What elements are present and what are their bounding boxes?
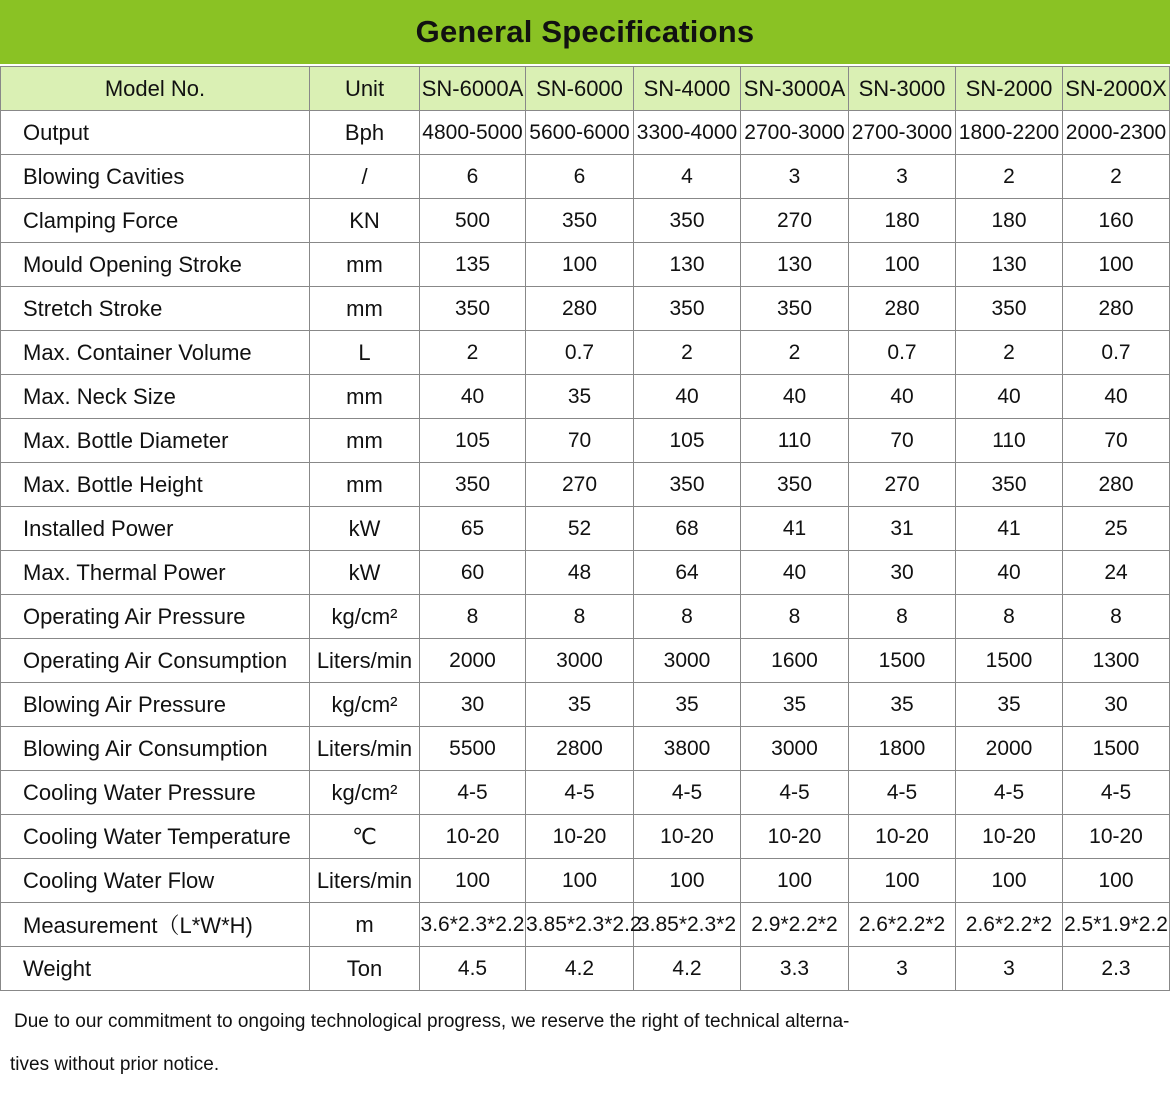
table-cell: 2 [1063, 155, 1170, 199]
table-cell: 35 [849, 683, 956, 727]
table-cell: 25 [1063, 507, 1170, 551]
row-unit: / [310, 155, 420, 199]
table-cell: 40 [849, 375, 956, 419]
row-unit: kg/cm² [310, 771, 420, 815]
table-cell: 2 [741, 331, 849, 375]
row-label: Max. Bottle Diameter [1, 419, 310, 463]
table-cell: 100 [1063, 859, 1170, 903]
table-row [1, 507, 1170, 551]
table-cell: 8 [849, 595, 956, 639]
table-cell: 30 [420, 683, 526, 727]
table-cell: 350 [420, 287, 526, 331]
table-cell: 30 [849, 551, 956, 595]
header-model: SN-2000X [1063, 67, 1170, 111]
table-cell: 350 [420, 463, 526, 507]
table-cell: 41 [956, 507, 1063, 551]
table-cell: 40 [741, 551, 849, 595]
table-row [1, 463, 1170, 507]
table-cell: 8 [956, 595, 1063, 639]
table-cell: 105 [634, 419, 741, 463]
table-cell: 1600 [741, 639, 849, 683]
table-cell: 3.6*2.3*2.2 [420, 903, 526, 947]
table-cell: 5500 [420, 727, 526, 771]
row-label: Weight [1, 947, 310, 991]
table-cell: 4800-5000 [420, 111, 526, 155]
table-row [1, 815, 1170, 859]
row-label: Max. Container Volume [1, 331, 310, 375]
table-cell: 350 [634, 199, 741, 243]
table-cell: 1800-2200 [956, 111, 1063, 155]
row-unit: m [310, 903, 420, 947]
table-cell: 35 [956, 683, 1063, 727]
table-row [1, 551, 1170, 595]
table-cell: 31 [849, 507, 956, 551]
row-label: Blowing Cavities [1, 155, 310, 199]
table-cell: 110 [741, 419, 849, 463]
table-cell: 100 [849, 859, 956, 903]
spec-table-body [1, 111, 1170, 991]
table-cell: 4-5 [420, 771, 526, 815]
table-cell: 35 [741, 683, 849, 727]
header-model: SN-6000A [420, 67, 526, 111]
table-cell: 1300 [1063, 639, 1170, 683]
table-cell: 4.2 [526, 947, 634, 991]
table-cell: 0.7 [1063, 331, 1170, 375]
table-cell: 2700-3000 [741, 111, 849, 155]
table-cell: 2800 [526, 727, 634, 771]
table-cell: 35 [526, 683, 634, 727]
table-cell: 2 [420, 331, 526, 375]
table-cell: 3000 [526, 639, 634, 683]
header-model: SN-3000A [741, 67, 849, 111]
table-cell: 350 [634, 287, 741, 331]
row-unit: Liters/min [310, 639, 420, 683]
row-unit: Liters/min [310, 859, 420, 903]
row-unit: mm [310, 375, 420, 419]
table-cell: 52 [526, 507, 634, 551]
table-cell: 350 [741, 463, 849, 507]
table-cell: 3 [849, 947, 956, 991]
table-cell: 10-20 [420, 815, 526, 859]
row-label: Installed Power [1, 507, 310, 551]
row-unit: L [310, 331, 420, 375]
table-cell: 4-5 [849, 771, 956, 815]
row-label: Cooling Water Temperature [1, 815, 310, 859]
table-cell: 270 [741, 199, 849, 243]
table-cell: 100 [849, 243, 956, 287]
table-cell: 350 [526, 199, 634, 243]
table-cell: 70 [526, 419, 634, 463]
row-label: Cooling Water Flow [1, 859, 310, 903]
table-cell: 2.6*2.2*2 [849, 903, 956, 947]
table-cell: 8 [526, 595, 634, 639]
row-label: Clamping Force [1, 199, 310, 243]
table-cell: 5600-6000 [526, 111, 634, 155]
table-cell: 40 [741, 375, 849, 419]
row-label: Stretch Stroke [1, 287, 310, 331]
table-cell: 3 [956, 947, 1063, 991]
row-unit: Liters/min [310, 727, 420, 771]
footer-note-line-1: Due to our commitment to ongoing technological progress, we reserve the right of technical alterna- [14, 1011, 850, 1032]
table-cell: 2 [634, 331, 741, 375]
table-cell: 41 [741, 507, 849, 551]
table-cell: 10-20 [741, 815, 849, 859]
table-cell: 3.85*2.3*2.2 [526, 903, 634, 947]
row-unit: mm [310, 287, 420, 331]
row-label: Operating Air Consumption [1, 639, 310, 683]
header-model: SN-4000 [634, 67, 741, 111]
row-unit: ℃ [310, 815, 420, 859]
header-model: SN-2000 [956, 67, 1063, 111]
table-cell: 64 [634, 551, 741, 595]
table-cell: 3 [849, 155, 956, 199]
table-cell: 1500 [849, 639, 956, 683]
table-row [1, 639, 1170, 683]
row-unit: kg/cm² [310, 683, 420, 727]
table-cell: 70 [849, 419, 956, 463]
table-cell: 130 [956, 243, 1063, 287]
table-cell: 4.5 [420, 947, 526, 991]
table-cell: 100 [741, 859, 849, 903]
table-row [1, 375, 1170, 419]
table-cell: 100 [956, 859, 1063, 903]
table-cell: 3 [741, 155, 849, 199]
table-cell: 100 [1063, 243, 1170, 287]
table-cell: 4.2 [634, 947, 741, 991]
table-cell: 3.85*2.3*2 [634, 903, 741, 947]
table-cell: 1500 [956, 639, 1063, 683]
table-cell: 10-20 [526, 815, 634, 859]
row-unit: Ton [310, 947, 420, 991]
table-cell: 350 [956, 287, 1063, 331]
row-label: Measurement（L*W*H) [1, 903, 310, 947]
table-cell: 40 [420, 375, 526, 419]
table-cell: 0.7 [526, 331, 634, 375]
table-row [1, 727, 1170, 771]
table-cell: 2700-3000 [849, 111, 956, 155]
table-cell: 2 [956, 155, 1063, 199]
table-cell: 350 [634, 463, 741, 507]
row-label: Blowing Air Consumption [1, 727, 310, 771]
table-cell: 6 [420, 155, 526, 199]
row-unit: mm [310, 419, 420, 463]
table-cell: 2.3 [1063, 947, 1170, 991]
table-cell: 10-20 [956, 815, 1063, 859]
table-row [1, 595, 1170, 639]
table-cell: 2.6*2.2*2 [956, 903, 1063, 947]
table-row [1, 243, 1170, 287]
header-model: SN-6000 [526, 67, 634, 111]
table-cell: 35 [526, 375, 634, 419]
table-cell: 40 [634, 375, 741, 419]
table-cell: 130 [634, 243, 741, 287]
table-cell: 2.9*2.2*2 [741, 903, 849, 947]
table-cell: 3.3 [741, 947, 849, 991]
table-row [1, 771, 1170, 815]
table-cell: 60 [420, 551, 526, 595]
table-cell: 8 [1063, 595, 1170, 639]
table-cell: 3000 [741, 727, 849, 771]
table-cell: 8 [741, 595, 849, 639]
table-cell: 10-20 [634, 815, 741, 859]
header-unit-label: Unit [310, 67, 420, 111]
table-cell: 270 [526, 463, 634, 507]
table-cell: 100 [526, 243, 634, 287]
table-cell: 100 [526, 859, 634, 903]
row-unit: mm [310, 463, 420, 507]
table-row [1, 859, 1170, 903]
table-row [1, 683, 1170, 727]
row-label: Max. Bottle Height [1, 463, 310, 507]
table-cell: 135 [420, 243, 526, 287]
table-cell: 2000 [956, 727, 1063, 771]
table-cell: 35 [634, 683, 741, 727]
table-cell: 280 [1063, 287, 1170, 331]
table-cell: 1800 [849, 727, 956, 771]
row-unit: kW [310, 551, 420, 595]
table-cell: 68 [634, 507, 741, 551]
row-unit: kW [310, 507, 420, 551]
table-cell: 40 [956, 551, 1063, 595]
table-row [1, 331, 1170, 375]
table-row [1, 903, 1170, 947]
table-row [1, 111, 1170, 155]
table-cell: 2.5*1.9*2.2 [1063, 903, 1170, 947]
table-cell: 3300-4000 [634, 111, 741, 155]
table-cell: 350 [956, 463, 1063, 507]
header-model: SN-3000 [849, 67, 956, 111]
table-cell: 3800 [634, 727, 741, 771]
table-cell: 280 [849, 287, 956, 331]
row-label: Blowing Air Pressure [1, 683, 310, 727]
table-cell: 280 [526, 287, 634, 331]
table-cell: 2000 [420, 639, 526, 683]
table-row [1, 419, 1170, 463]
table-cell: 3000 [634, 639, 741, 683]
row-label: Cooling Water Pressure [1, 771, 310, 815]
table-cell: 130 [741, 243, 849, 287]
table-cell: 180 [956, 199, 1063, 243]
table-row [1, 947, 1170, 991]
table-cell: 0.7 [849, 331, 956, 375]
table-cell: 65 [420, 507, 526, 551]
footer-note-line-2: tives without prior notice. [10, 1054, 220, 1075]
table-cell: 24 [1063, 551, 1170, 595]
row-label: Max. Neck Size [1, 375, 310, 419]
table-cell: 40 [956, 375, 1063, 419]
table-cell: 40 [1063, 375, 1170, 419]
table-cell: 500 [420, 199, 526, 243]
title-bar [0, 0, 1170, 64]
table-cell: 4-5 [526, 771, 634, 815]
table-cell: 10-20 [1063, 815, 1170, 859]
table-cell: 30 [1063, 683, 1170, 727]
table-cell: 1500 [1063, 727, 1170, 771]
page-title: General Specifications [415, 14, 755, 49]
table-cell: 160 [1063, 199, 1170, 243]
table-cell: 48 [526, 551, 634, 595]
header-model-label: Model No. [1, 67, 310, 111]
table-cell: 70 [1063, 419, 1170, 463]
row-label: Operating Air Pressure [1, 595, 310, 639]
row-label: Max. Thermal Power [1, 551, 310, 595]
table-cell: 350 [741, 287, 849, 331]
table-cell: 180 [849, 199, 956, 243]
table-cell: 4 [634, 155, 741, 199]
table-cell: 4-5 [741, 771, 849, 815]
table-cell: 4-5 [956, 771, 1063, 815]
table-cell: 280 [1063, 463, 1170, 507]
table-cell: 8 [634, 595, 741, 639]
table-cell: 110 [956, 419, 1063, 463]
table-cell: 100 [634, 859, 741, 903]
table-row [1, 199, 1170, 243]
row-unit: KN [310, 199, 420, 243]
spec-table [0, 66, 1170, 991]
row-unit: kg/cm² [310, 595, 420, 639]
header-row [1, 67, 1170, 111]
table-cell: 100 [420, 859, 526, 903]
table-cell: 2000-2300 [1063, 111, 1170, 155]
table-cell: 10-20 [849, 815, 956, 859]
table-cell: 2 [956, 331, 1063, 375]
row-unit: mm [310, 243, 420, 287]
row-label: Output [1, 111, 310, 155]
table-cell: 105 [420, 419, 526, 463]
table-cell: 270 [849, 463, 956, 507]
table-cell: 4-5 [634, 771, 741, 815]
table-cell: 8 [420, 595, 526, 639]
table-cell: 6 [526, 155, 634, 199]
table-row [1, 155, 1170, 199]
table-row [1, 287, 1170, 331]
table-cell: 4-5 [1063, 771, 1170, 815]
row-label: Mould Opening Stroke [1, 243, 310, 287]
row-unit: Bph [310, 111, 420, 155]
